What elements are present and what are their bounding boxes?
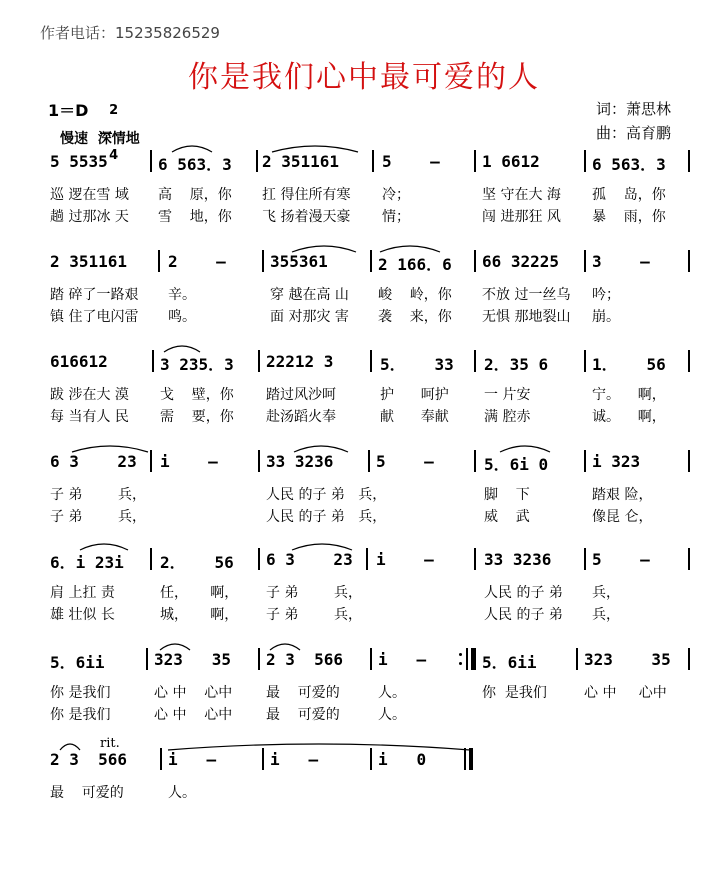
lyric-verse-1: 你 是我们 (482, 685, 547, 701)
slur (294, 446, 348, 452)
lyric-verse-2: 闯 进那狂 风 (482, 209, 561, 225)
measure-notes: 355361 (270, 252, 328, 271)
measure-notes: i 323 (592, 452, 641, 471)
lyric-verse-2: 诚。 啊， (592, 409, 666, 425)
lyric-verse-2: 人。 (378, 707, 406, 723)
time-signature-top: 2 (109, 103, 119, 118)
lyric-verse-1: 人民 的子 弟 (484, 585, 563, 601)
lyric-verse-1: 高 原，你 (158, 187, 232, 203)
measure-notes: 6 3 23 (266, 550, 353, 569)
measure-notes: i – (270, 750, 319, 769)
slur (292, 246, 356, 252)
slur (168, 744, 470, 750)
lyric-verse-2: 献 奉献 (380, 409, 449, 425)
lyric-verse-1: 吟； (592, 287, 620, 303)
lyric-verse-1: 子 弟 兵， (266, 585, 363, 601)
measure-notes: i – (160, 452, 218, 471)
lyric-verse-2: 心 中 心中 (154, 707, 233, 723)
lyric-verse-1: 子 弟 兵， (50, 487, 147, 503)
lyric-verse-2: 最 可爱的 (266, 707, 340, 723)
lyric-verse-1: 兵， (592, 585, 620, 601)
lyric-verse-1: 护 呵护 (380, 387, 449, 403)
tempo-marking: 慢速 深情地 (60, 131, 140, 147)
lyric-verse-1: 人。 (378, 685, 406, 701)
lyric-verse-1: 最 可爱的 (50, 785, 124, 801)
slur (164, 346, 200, 352)
slur (380, 246, 440, 252)
lyric-verse-2: 子 弟 兵， (266, 607, 363, 623)
lyric-verse-2: 袭 来，你 (378, 309, 452, 325)
measure-notes: 5．6ii (50, 653, 105, 672)
slur (60, 744, 80, 750)
measure-notes: 2 351161 (50, 252, 128, 271)
measure-notes: 5．6i 0 (484, 455, 549, 474)
lyric-verse-2: 威 武 (484, 509, 530, 525)
slur (160, 644, 190, 650)
measure-notes: 2 166．6 (378, 255, 452, 274)
lyric-verse-2: 雄 壮似 长 (50, 607, 115, 623)
slur (72, 446, 148, 452)
author-contact: 作者电话：15235826529 (40, 24, 220, 42)
lyric-verse-2: 赴汤蹈火奉 (266, 409, 336, 425)
measure-notes: 5 – (376, 452, 434, 471)
lyric-verse-1: 穿 越在高 山 (270, 287, 349, 303)
lyric-verse-2: 像昆 仑， (592, 509, 653, 525)
lyric-verse-2: 你 是我们 (50, 707, 111, 723)
measure-notes: 2 3 566 (266, 650, 344, 669)
measure-notes: 3 – (592, 252, 650, 271)
lyric-verse-1: 最 可爱的 (266, 685, 340, 701)
lyric-verse-2: 飞 扬着漫天豪 (262, 209, 351, 225)
key-signature: 1＝D (48, 101, 89, 120)
measure-notes: 5 – (382, 152, 440, 171)
measure-notes: 323 35 (154, 650, 232, 669)
measure-notes: 5 – (592, 550, 650, 569)
measure-notes: 2 – (168, 252, 226, 271)
measure-notes: 3 235．3 (160, 355, 234, 374)
lyric-verse-1: 心 中 心中 (584, 685, 667, 701)
measure-notes: 22212 3 (266, 352, 334, 371)
measure-notes: 6 563．3 (158, 155, 232, 174)
measure-notes: 2． 56 (160, 553, 234, 572)
lyric-verse-2: 镇 住了电闪雷 (50, 309, 139, 325)
measure-notes: 1 6612 (482, 152, 540, 171)
lyric-verse-1: 辛。 (168, 287, 196, 303)
lyric-verse-2: 情； (382, 209, 410, 225)
lyric-verse-2: 满 腔赤 (484, 409, 531, 425)
lyric-verse-2: 趟 过那冰 天 (50, 209, 129, 225)
lyric-verse-1: 踏艰 险， (592, 487, 653, 503)
lyric-verse-1: 孤 岛，你 (592, 187, 666, 203)
lyric-verse-1: 心 中 心中 (154, 685, 233, 701)
slur (500, 446, 550, 452)
lyric-verse-2: 崩。 (592, 309, 620, 325)
lyric-verse-1: 坚 守在大 海 (482, 187, 561, 203)
composer-credit: 曲：高育鹏 (596, 124, 672, 142)
measure-notes: 616612 (50, 352, 108, 371)
lyric-verse-2: 暴 雨，你 (592, 209, 666, 225)
measure-notes: i – (168, 750, 217, 769)
ritardando-marking: rit. (100, 736, 120, 751)
lyric-verse-2: 兵， (592, 607, 620, 623)
lyric-verse-1: 冷； (382, 187, 410, 203)
lyric-verse-2: 城， 啊， (160, 607, 239, 623)
measure-notes: i – (376, 550, 434, 569)
lyric-verse-2: 鸣。 (168, 309, 196, 325)
measure-notes: 6 3 23 (50, 452, 137, 471)
slur (80, 544, 128, 550)
lyric-verse-1: 踏过风沙呵 (266, 387, 336, 403)
measure-notes: 323 35 (584, 650, 671, 669)
lyric-verse-1: 峻 岭，你 (378, 287, 452, 303)
lyric-verse-1: 任， 啊， (160, 585, 239, 601)
lyric-verse-2: 每 当有人 民 (50, 409, 129, 425)
slur (292, 544, 352, 550)
lyric-verse-1: 不放 过一丝乌 (482, 287, 571, 303)
lyric-verse-1: 你 是我们 (50, 685, 111, 701)
measure-notes: 33 3236 (484, 550, 552, 569)
lyric-verse-2: 子 弟 兵， (50, 509, 147, 525)
slur (172, 146, 212, 152)
lyric-verse-1: 宁。 啊， (592, 387, 666, 403)
lyricist-credit: 词：萧思林 (596, 100, 672, 118)
lyric-verse-2: 面 对那灾 害 (270, 309, 349, 325)
lyric-verse-1: 巡 逻在雪 域 (50, 187, 129, 203)
lyric-verse-1: 人。 (168, 785, 196, 801)
lyric-verse-1: 肩 上扛 责 (50, 585, 115, 601)
slur (270, 644, 300, 650)
measure-notes: 5 5535 (50, 152, 108, 171)
lyric-verse-1: 扛 得住所有寒 (262, 187, 351, 203)
lyric-verse-2: 人民 的子 弟 (484, 607, 563, 623)
song-title: 你是我们心中最可爱的人 (188, 60, 540, 95)
measure-notes: 1． 56 (592, 355, 666, 374)
lyric-verse-2: 人民 的子 弟 兵， (266, 509, 387, 525)
measure-notes: 6．i 23i (50, 553, 124, 572)
lyric-verse-2: 无惧 那地裂山 (482, 309, 571, 325)
measure-notes: 33 3236 (266, 452, 334, 471)
lyric-verse-1: 跋 涉在大 漠 (50, 387, 129, 403)
slur (272, 146, 358, 152)
lyric-verse-2: 雪 地，你 (158, 209, 232, 225)
lyric-verse-2: 需 要，你 (160, 409, 234, 425)
measure-notes: i 0 (378, 750, 427, 769)
measure-notes: 66 32225 (482, 252, 560, 271)
lyric-verse-1: 人民 的子 弟 兵， (266, 487, 387, 503)
measure-notes: 2．35 6 (484, 355, 549, 374)
time-signature-bottom: 4 (109, 148, 119, 163)
measure-notes: 5．6ii (482, 653, 537, 672)
lyric-verse-1: 脚 下 (484, 487, 530, 503)
measure-notes: 6 563．3 (592, 155, 666, 174)
lyric-verse-1: 一 片安 (484, 387, 531, 403)
lyric-verse-1: 戈 壁，你 (160, 387, 234, 403)
measure-notes: 2 351161 (262, 152, 340, 171)
measure-notes: 2 3 566 (50, 750, 128, 769)
lyric-verse-1: 踏 碎了一路艰 (50, 287, 139, 303)
measure-notes: i – (378, 650, 427, 669)
measure-notes: 5． 33 (380, 355, 454, 374)
